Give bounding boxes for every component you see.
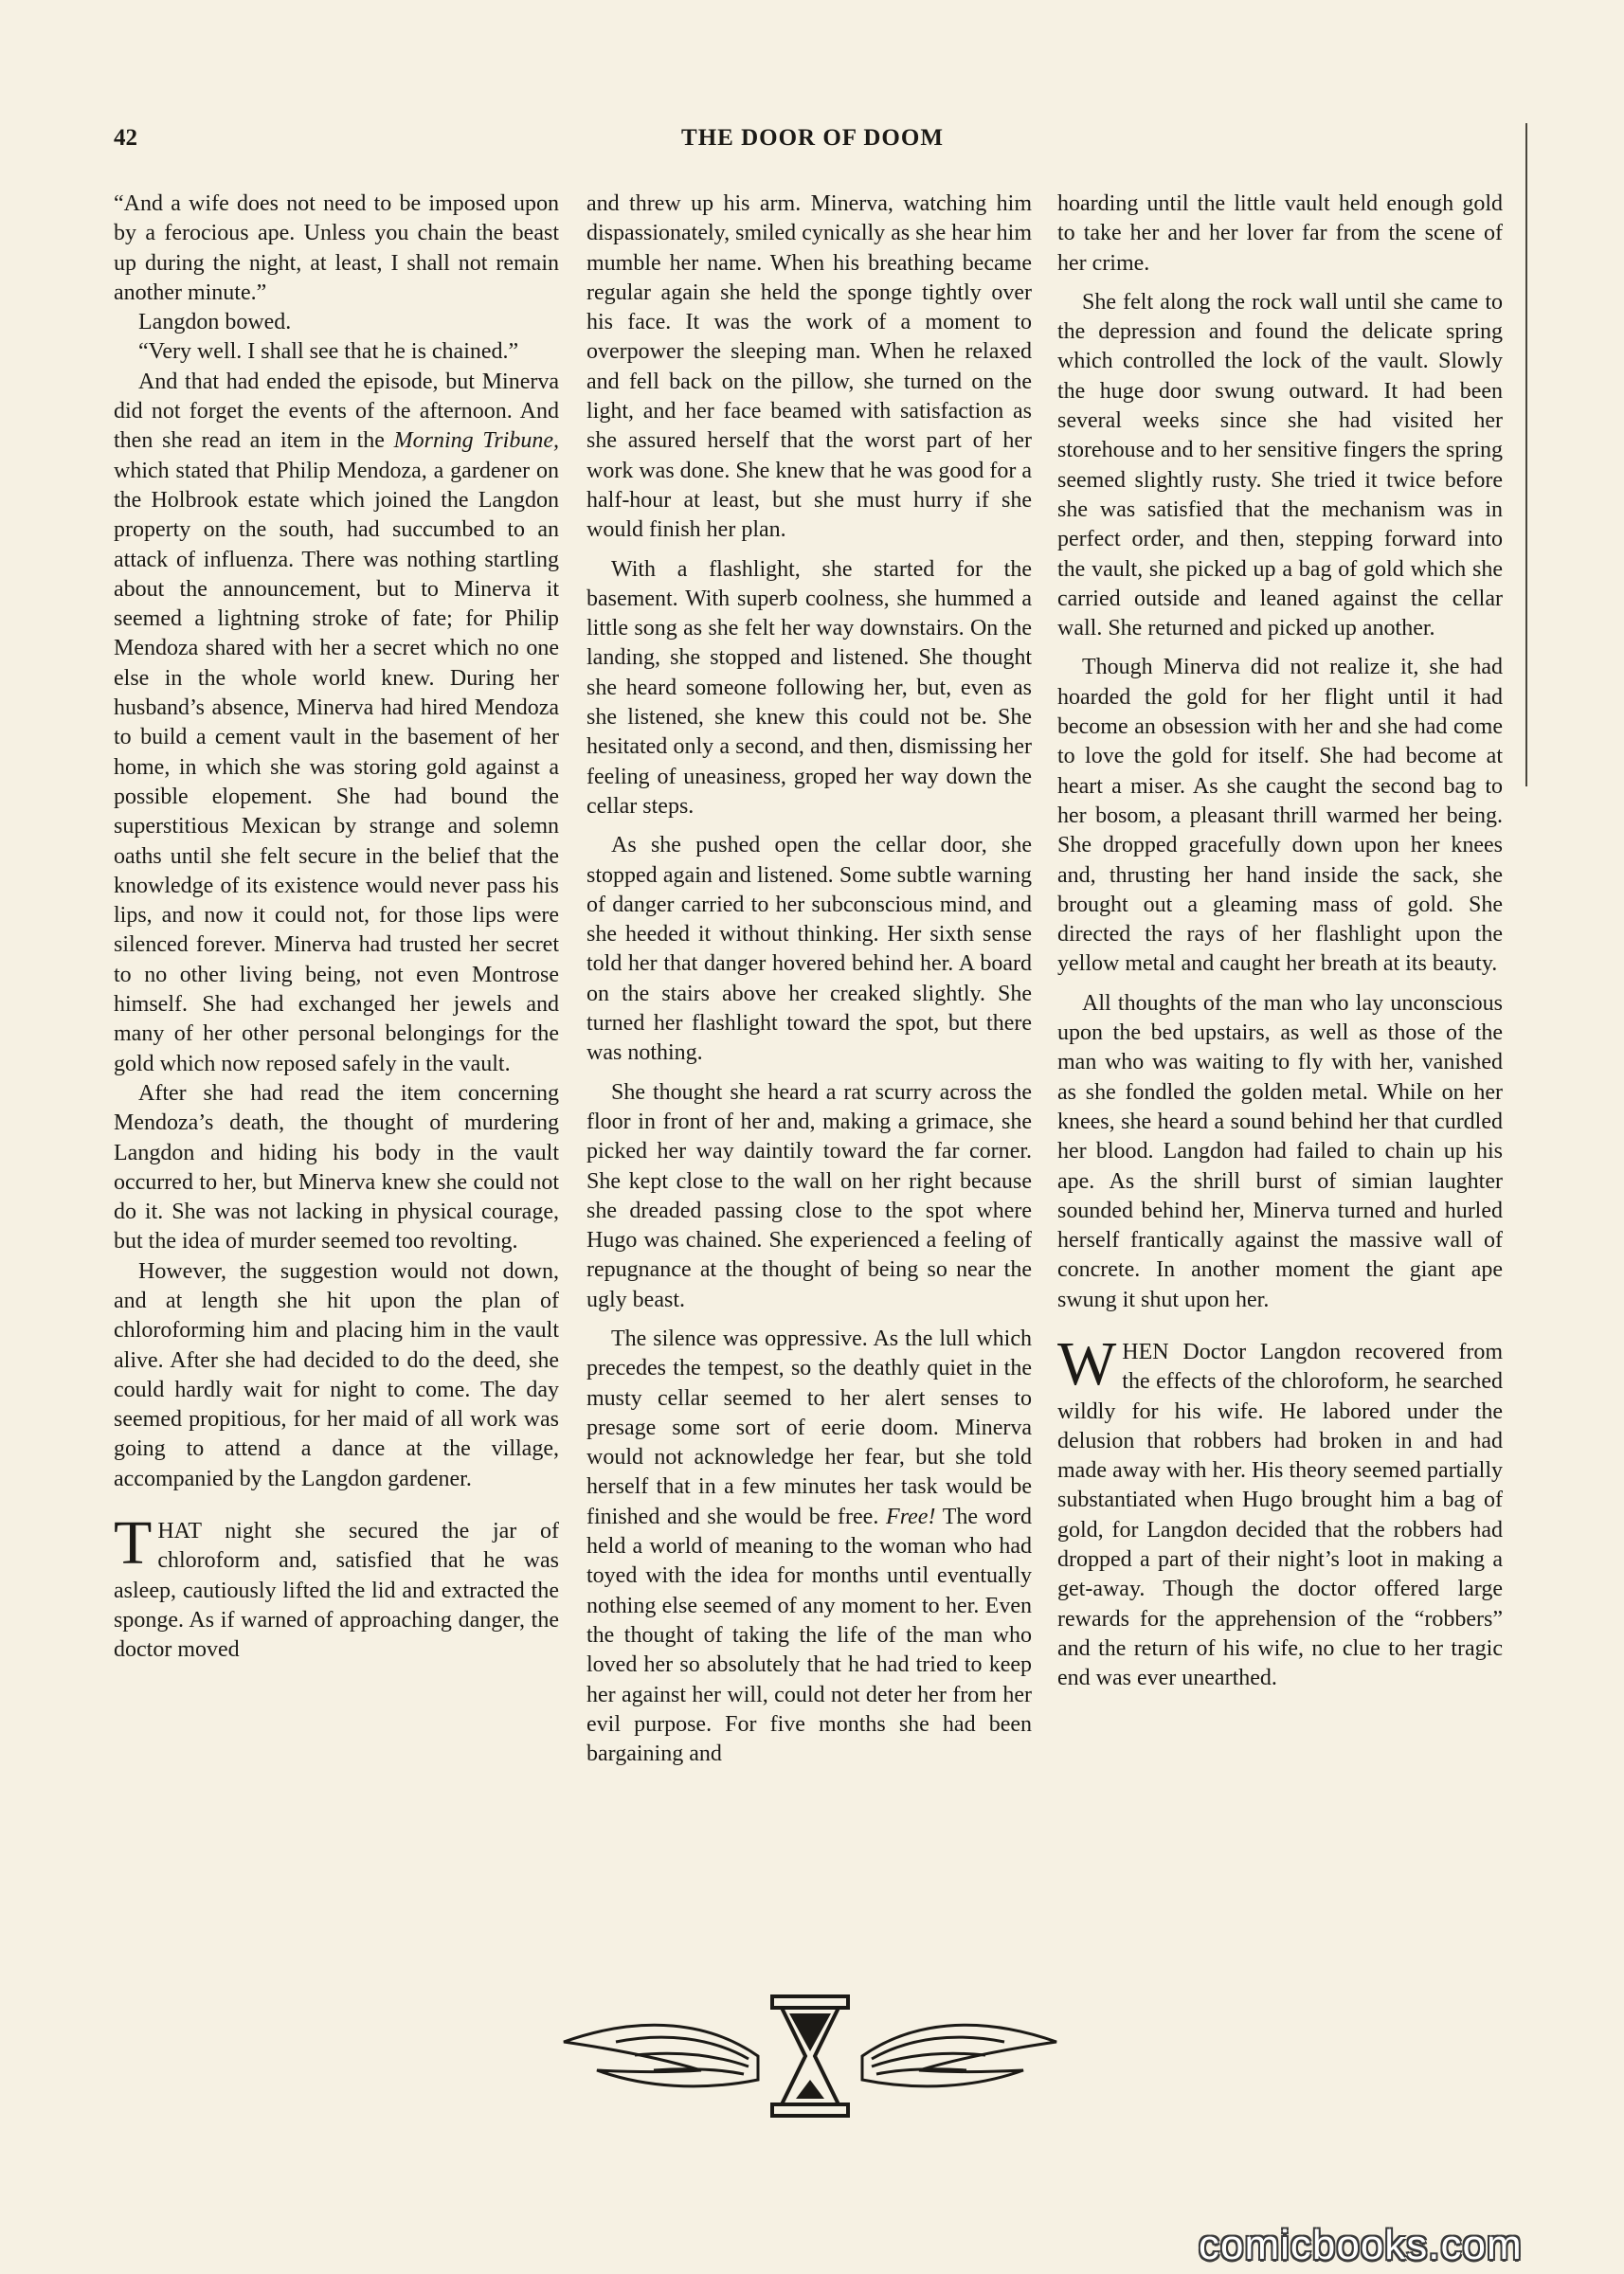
newspaper-title: Morning Tribune, [393,428,559,454]
column-2 [586,190,1032,1769]
paragraph: Though Minerva did not realize it, she had hoarded the gold for her flight until it had become an obsession with her and she had come to love the gold for itself. She had become at heart a miser. As she caught the second bag to her bosom, a pleasant thrill warmed her being. She dropped gracefully down upon her knees and, thrusting her hand inside the sack, she brought out a gleaming mass of gold. She directed the rays of her flashlight upon the yellow metal and caught her breath at its beauty. [1057,655,1503,977]
story-columns [114,190,1516,1942]
emphasis: Free! [886,1504,936,1529]
paragraph: “And a wife does not need to be imposed upon by a ferocious ape. Unless you chain the beast up during the night, at least, I shall not remain another minute.” [114,191,559,305]
section-start-paragraph [1057,1328,1503,1694]
section-start-paragraph [114,1508,559,1665]
paragraph: “Very well. I shall see that he is chained.” [138,339,519,365]
text-run: HEN Doctor Langdon recovered from the effects of the chloroform, he searched wildly for his wife. He labored under the delusion that robbers had broken in and had made away with her. His theory seemed partially substantiated when Hugo brought him a bag of gold, for Langdon decided that the robbers had dropped a part of their night’s loot in making a get-away. Though the doctor offered large rewards for the apprehension of the “robbers” and the return of his wife, no clue to her tragic end was ever unearthed. [1057,1339,1503,1691]
edge-rule [1525,123,1527,786]
column-1 [114,190,559,1666]
paragraph: As she pushed open the cellar door, she stopped again and listened. Some subtle warning of danger carried to her subconscious mind, and she heeded it without thinking. Her sixth sense told her that danger hovered behind her. A board on the stairs above her creaked slightly. She turned her flashlight toward the spot, but there was nothing. [586,833,1032,1066]
page-header [114,125,1511,163]
paragraph: All thoughts of the man who lay unconscious upon the bed upstairs, as well as those of the man who was waiting to fly with her, vanished as she fondled the golden metal. While on her knees, she heard a sound behind her that curdled her blood. Langdon had failed to chain up his ape. As the shrill burst of simian laughter sounded behind her, Minerva turned and hurled herself frantically against the massive wall of concrete. In another moment the giant ape swung it shut upon her. [1057,990,1503,1312]
text-run: The word held a world of meaning to the woman who had toyed with the idea for months until eventually nothing else seemed of any moment to her. Even the thought of taking the life of the man who loved her so absolutely that he had tried to keep her against her will, could not deter her from her evil purpose. For five months she had been bargaining and [586,1504,1033,1767]
drop-cap: W [1057,1328,1117,1399]
paragraph: She felt along the rock wall until she came to the depression and found the delicate spring which controlled the lock of the vault. Slowly the huge door swung outward. It had been several weeks since she had visited her storehouse and to her sensitive fingers the spring seemed slightly rusty. She tried it twice before she was satisfied that the mechanism was in perfect order, and then, stepping forward into the vault, she picked up a bag of gold which she carried outside and leaned against the cellar wall. She returned and picked up another. [1057,289,1503,641]
paragraph [586,1325,1032,1769]
page-number: 42 [114,125,137,151]
site-watermark: comicbooks.com [1199,2222,1523,2268]
paragraph: hoarding until the little vault held enough gold to take her and her lover far from the scene of her crime. [1057,191,1503,276]
text-run: which stated that Philip Mendoza, a gardener on the Holbrook estate which joined the Langdon property on the south, had succumbed to an attack of influenza. There was nothing startling about the announcement, but to Minerva it seemed a lightning stroke of fate; for Philip Mendoza shared with her a secret which no one else in the whole world knew. During her husband’s absence, Minerva had hired Mendoza to build a cement vault in the basement of her home, in which she was storing gold against a possible elopement. She had bound the superstitious Mexican by strange and solemn oaths until she felt secure in the belief that the knowledge of its existence would never pass his lips, and now it could not, for those lips were silenced forever. Minerva had trusted her secret to no other living being, not even Montrose himself. She had exchanged her jewels and many of her other personal belongings for the gold which now reposed safely in the vault. [114,458,559,1076]
text-run: The silence was oppressive. As the lull which precedes the tempest, so the deathly quiet in the musty cellar seemed to her alert senses to presage some sort of eerie doom. Minerva would not acknowledge her fear, but she told herself that in a few minutes her task would be finished and she would be free. [586,1326,1032,1529]
paragraph: With a flashlight, she started for the basement. With superb coolness, she hummed a little song as she felt her way downstairs. On the landing, she stopped and listened. She thought she heard someone following her, but, even as she listened, she knew this could not be. She hesitated only a second, and then, dismissing her feeling of uneasiness, groped her way down the cellar steps. [586,556,1032,819]
paragraph [114,368,559,1079]
text-run: And that had ended the episode, but Minerva did not forget the events of the afternoon. And then she read an item in the [114,369,559,454]
paragraph: and threw up his arm. Minerva, watching him dispassionately, smiled cynically as she hear him mumble her name. When his breathing became regular again she held the sponge tightly over his face. It was the work of a moment to overpower the sleeping man. When he relaxed and fell back on the pillow, she turned on the light, and her face beamed with satisfaction as she assured herself that the worst part of her work was done. She knew that he was good for a half-hour at least, but she must hurry if she would finish her plan. [586,191,1032,543]
winged-hourglass-icon [559,1985,1061,2127]
column-3 [1057,190,1503,1694]
running-title: THE DOOR OF DOOM [681,125,944,151]
drop-cap: T [114,1508,153,1579]
text-run: HAT night she secured the jar of chloroform and, satisfied that he was asleep, cautiously lifted the lid and extracted the sponge. As if warned of approaching danger, the doctor moved [114,1519,559,1663]
paragraph: Langdon bowed. [138,310,292,335]
paragraph: After she had read the item concerning Mendoza’s death, the thought of murdering Langdon and hiding his body in the vault occurred to her, but Minerva knew she could not do it. She was not lacking in physical courage, but the idea of murder seemed too revolting. [114,1080,559,1254]
paragraph: However, the suggestion would not down, and at length she hit upon the plan of chloroforming him and placing him in the vault alive. After she had decided to do the deed, she could hardly wait for night to come. The day seemed propitious, for her maid of all work was going to attend a dance at the village, accompanied by the Langdon gardener. [114,1258,559,1491]
paragraph: She thought she heard a rat scurry across the floor in front of her and, making a grimace, she picked her way daintily toward the far corner. She kept close to the wall on her right because she dreaded passing close to the spot where Hugo was chained. She experienced a feeling of repugnance at the thought of being so near the ugly beast. [586,1079,1032,1312]
